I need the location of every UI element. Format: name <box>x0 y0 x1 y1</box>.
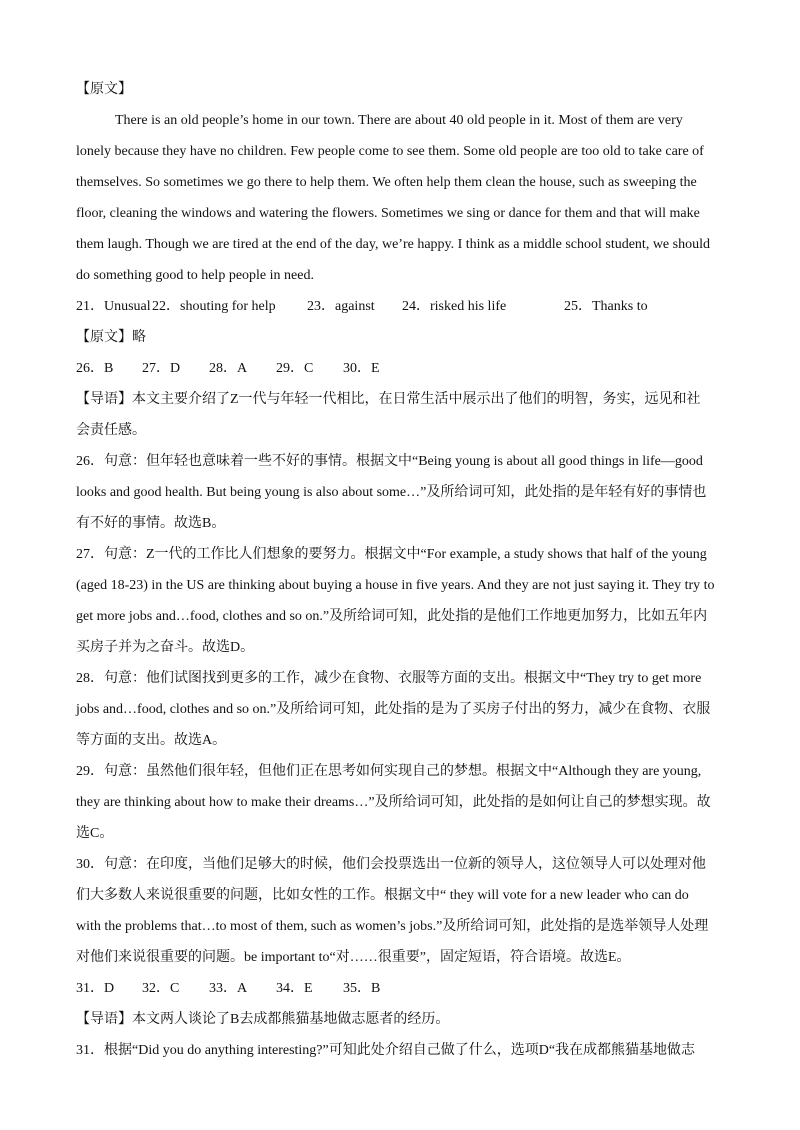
document-page <box>76 74 724 1066</box>
answer-item: 33．A <box>209 981 248 996</box>
explanation-line: 29．句意：虽然他们很年轻，但他们正在思考如何实现自己的梦想。根据文中“Although they are young, <box>76 764 702 779</box>
explanation-line: 买房子并为之奋斗。故选D。 <box>76 640 255 655</box>
explanation-line: 有不好的事情。故选B。 <box>76 516 226 531</box>
answer-item: 22．shouting for help <box>152 299 276 314</box>
section-heading: 【原文】略 <box>76 330 146 345</box>
passage-line: do something good to help people in need. <box>76 268 314 283</box>
explanation-line: jobs and…food, clothes and so on.”及所给词可知，此处指的是为了买房子付出的努力，减少在食物、衣服 <box>76 702 711 717</box>
answer-item: 31．D <box>76 981 115 996</box>
explanation-line: 选C。 <box>76 826 114 841</box>
passage-line: lonely because they have no children. Few people come to see them. Some old people are too old to take care of <box>76 144 704 159</box>
answer-item: 26．B <box>76 361 114 376</box>
explanation-line: (aged 18-23) in the US are thinking about buying a house in five years. And they are not just saying it. They try to <box>76 578 715 593</box>
explanation-line: 26．句意：但年轻也意味着一些不好的事情。根据文中“Being young is about all good things in life—good <box>76 454 703 469</box>
explanation-line: 27．句意：Z一代的工作比人们想象的要努力。根据文中“For example, a study shows that half of the young <box>76 547 707 562</box>
answer-item: 21．Unusual <box>76 299 151 314</box>
answer-item: 29．C <box>276 361 314 376</box>
answer-item: 24．risked his life <box>402 299 507 314</box>
intro-line: 会责任感。 <box>76 423 146 438</box>
answer-item: 23．against <box>307 299 375 314</box>
explanation-line: get more jobs and…food, clothes and so on.”及所给词可知，此处指的是他们工作地更加努力，比如五年内 <box>76 609 708 624</box>
answer-item: 34．E <box>276 981 313 996</box>
answer-item: 32．C <box>142 981 180 996</box>
explanation-line: looks and good health. But being young is also about some…”及所给词可知，此处指的是年轻有好的事情也 <box>76 485 707 500</box>
passage-line: floor, cleaning the windows and watering the flowers. Sometimes we sing or dance for them and that will make <box>76 206 700 221</box>
passage-line: them laugh. Though we are tired at the end of the day, we’re happy. I think as a middle school student, we should <box>76 237 710 252</box>
intro-line: 【导语】本文主要介绍了Z一代与年轻一代相比，在日常生活中展示出了他们的明智，务实，远见和社 <box>76 392 701 407</box>
passage-line: There is an old people’s home in our town. There are about 40 old people in it. Most of them are very <box>115 113 683 128</box>
explanation-line: 31．根据“Did you do anything interesting?”可知此处介绍自己做了什么，选项D“我在成都熊猫基地做志 <box>76 1043 696 1058</box>
answer-item: 28．A <box>209 361 248 376</box>
answer-item: 30．E <box>343 361 380 376</box>
explanation-line: 28．句意：他们试图找到更多的工作，减少在食物、衣服等方面的支出。根据文中“They try to get more <box>76 671 702 686</box>
explanation-line: 30．句意：在印度，当他们足够大的时候，他们会投票选出一位新的领导人，这位领导人可以处理对他 <box>76 857 706 872</box>
answer-row-26-30 <box>76 353 724 384</box>
answer-item: 27．D <box>142 361 181 376</box>
explanation-line: 对他们来说很重要的问题。be important to“对……很重要”，固定短语，符合语境。故选E。 <box>76 950 631 965</box>
answer-row-31-35 <box>76 973 724 1004</box>
explanation-line: they are thinking about how to make their dreams…”及所给词可知，此处指的是如何让自己的梦想实现。故 <box>76 795 711 810</box>
passage-line: themselves. So sometimes we go there to help them. We often help them clean the house, such as sweeping the <box>76 175 697 190</box>
explanation-line: 们大多数人来说很重要的问题，比如女性的工作。根据文中“ they will vote for a new leader who can do <box>76 888 689 903</box>
answer-item: 35．B <box>343 981 381 996</box>
answer-item: 25．Thanks to <box>564 299 648 314</box>
intro-line: 【导语】本文两人谈论了B去成都熊猫基地做志愿者的经历。 <box>76 1012 450 1027</box>
section-heading: 【原文】 <box>76 82 132 97</box>
explanation-line: 等方面的支出。故选A。 <box>76 733 227 748</box>
explanation-line: with the problems that…to most of them, such as women’s jobs.”及所给词可知，此处指的是选举领导人处理 <box>76 919 709 934</box>
answer-row-21-25 <box>76 291 724 322</box>
